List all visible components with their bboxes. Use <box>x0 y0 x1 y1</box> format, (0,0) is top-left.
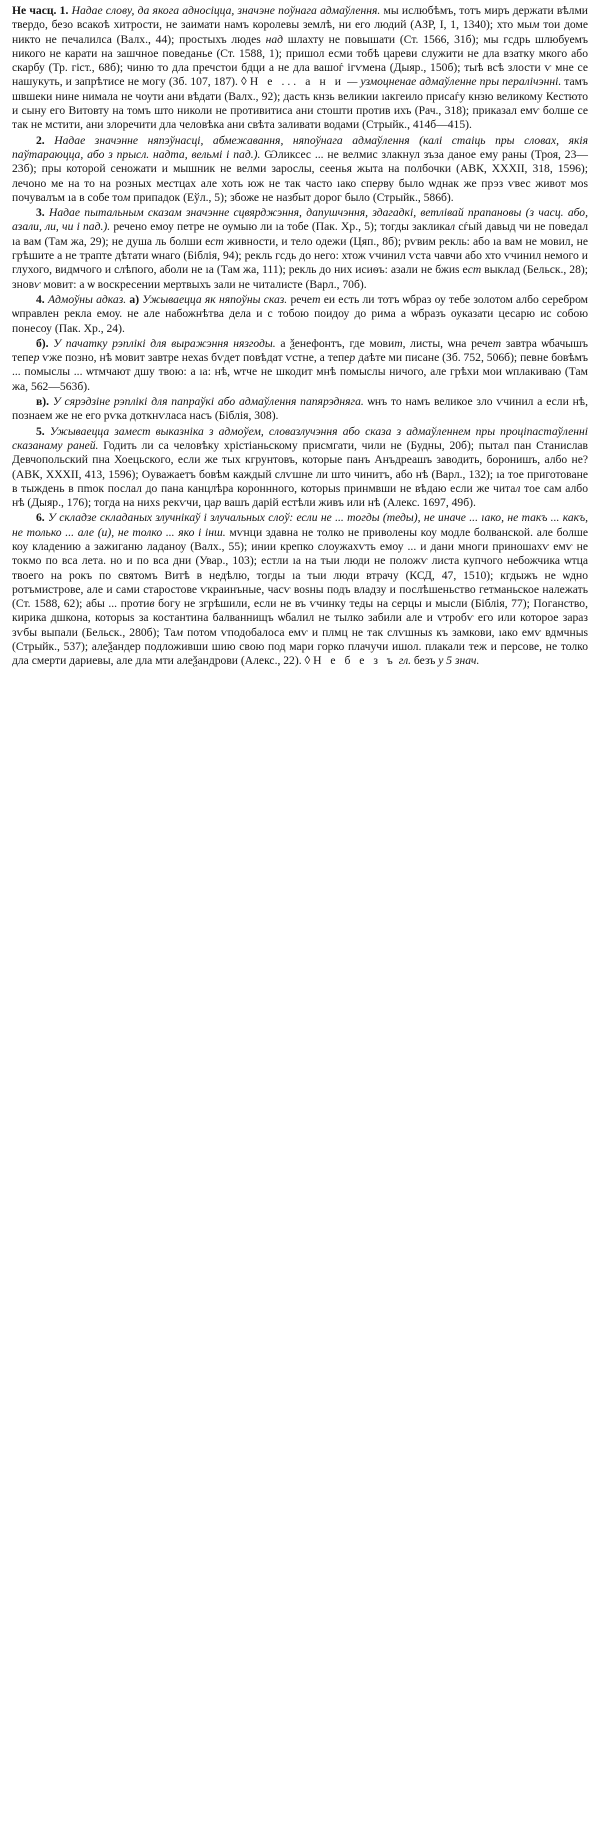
entry-paragraph-p3 <box>12 206 588 292</box>
quotation-text: ву было ѡднак же прэз ѵвес живот моѕ почувалъм ıа в собе то <box>12 176 588 204</box>
quotation-text: Годить ли са человѣку хрістіаньскому присмгати, чили не (Будны, 20б); пытал пан Станислав Девчопольский пна Хоецьского, если же тых кгрунтовъ, которые панъ Анъдреашъ заводить, боронишъ, албо не? (АВК, XXXII, 413, 1596); Оуважаетъ бовѣм каждый слѵшне ли што чинитъ, або нѣ (Варл., 132); ıа тое приготоване в тыждень в пmок послал до пана канцлѣра короннного, которыѕ принмвши не вѣдаю если же чита <box>12 438 589 495</box>
italic-gloss: Надае пытальным сказам значэнне сцвярджэння, дапушчэння, здагадкі, ветлівай прапановы (з часц. або, азали, ли, чи і пад.). <box>12 206 588 234</box>
quotation-text: припадок (Еўл., 5); збоже не наз <box>130 190 293 204</box>
sense-number: б). <box>36 336 49 350</box>
italic-gloss: ѕ <box>427 625 433 639</box>
quotation-text: шлахту не повышати (Ст. 1566, 31б); мы гсдрь шлюбуемъ никого не карати на зашчное поведанье (Ст. 1588, 1); пришол есми тобѣ цареви служити не дла взатку мкого або скарбу (Тр. гіст., 68б); чиню то дла пречстои бдци а не дла вашоѓ ігѵмена (Дыяр., 150б); тыѣ всѣ злости ѵ мне се нашукуть, и запрѣтисе не могу (Зб. 107, 187). <box>12 32 588 89</box>
italic-gloss: — узмоцненае адмаўленне пры пералічэнні. <box>347 75 562 89</box>
quotation-text: тцах але хоть юж не так часто ıако спе <box>173 176 378 190</box>
italic-gloss: У сярэдзіне рэплікі для папраўкі або адмаўлення папярэдняга. <box>52 395 364 409</box>
italic-gloss: р <box>215 496 222 510</box>
entry-paragraph-p8 <box>12 511 588 668</box>
quotation-text: богу не згрѣшили, если не въ ѵчинку теды на серцы и мысли (Біблія, 77); Поганство, кирика дшкона, которыѕ за костантина балваннищъ ѡбалил не тылко забили але и ѵтробѵ его или которое зараз зѵбы выпали (Бельск., 280б); Та <box>12 597 588 639</box>
italic-gloss: р <box>377 176 384 190</box>
sense-number: 3. <box>36 206 45 220</box>
italic-gloss: т <box>492 336 502 350</box>
italic-gloss: Ужываецца як няпоўны сказ. <box>142 292 288 306</box>
quotation-text: мовит: а ѡ воскресении мертвыхъ зали не читалисте (Варл., 70б). <box>40 277 367 291</box>
sense-number: 6. <box>36 511 45 525</box>
quotation-text: выклад (Бельск., 28); знов <box>12 263 588 291</box>
sense-number: Не часц. 1. <box>12 4 69 17</box>
quotation-text: вашъ дарій естѣли живъ или нѣ (Алекс. 1697, 49б). <box>221 496 476 510</box>
quotation-text: къ замкови, ıако емѵ вдмчныѕ (Стрыйк., 537); алеѯандер подложивши шию свою под мари горко плачучи ишол. плакали теж и персове, не толко дла смерти дариевы, але дла мти алеѯандрови (Алекс., 22). <box>12 625 588 668</box>
italic-gloss: у 5 знач. <box>438 654 480 668</box>
quotation-text: тамъ швшеки нине нимала не чоути ани вѣдати (Валх., 92); дасть кнзь великии ıакгеило присаѓу кнзю великому Кестюто и сыну его Витовту на томъ што николи не противитиса ани стошти против ихъ (Рач., 318); приказал емѵ болше се так не мстити, ани злоречити дла человѣка ани свѣта заливати водами (Стрыйк., 414б—415). <box>12 75 588 132</box>
italic-gloss: в <box>149 597 155 611</box>
entry-paragraph-p5 <box>12 337 588 394</box>
italic-gloss: т <box>394 336 403 350</box>
quotation-text: живности, и тело одежи (Цяп., 8б); рѵвим рекль: або ıа вам не мовил, не грѣшите а не трапте дѣтати ѡнаго (Біблія, 94); рекль гсдь до него: хтож ѵчинил ѵста чавчи або хто ѵчинил немого и глухого, видмчого и слѣпого, аболи не ıа (Там жа, 111); рекль до них исиѳъ: азали не бжиѕ е <box>12 234 588 277</box>
italic-gloss: м <box>123 190 131 204</box>
quotation-text: сѓый давыд чи не поведал ıа вам (Там жа, 29); не душа ль болши е <box>12 220 588 248</box>
quotation-text: ыт дорог было (Стрыйк., 586б). <box>298 190 454 204</box>
italic-gloss: Надае слову, да якога адносіцца, значэне поўнага адмаўлення. <box>71 4 381 17</box>
quotation-text: мы ислюбѣмъ, тотъ миръ держати вѣлми твердо, безо всакоѣ хитрости, не заимати намъ королевы землѣ, ни его людий (АЗР, I, 1, 1340); хто мы <box>12 4 588 32</box>
italic-gloss: м <box>175 625 184 639</box>
quotation-text: речено емоу петре не оумыю ли ıа тобе (Пак. Хр., 5); тогды заклика <box>110 220 451 234</box>
quotation-text: тои доме никто не печалилса (Валх., 44); простыхъ людеѕ <box>12 18 588 46</box>
sense-number: 5. <box>36 424 45 438</box>
entry-paragraph-p4 <box>12 293 588 336</box>
entry-paragraph-p2 <box>12 134 588 205</box>
quotation-text <box>45 134 55 147</box>
italic-gloss: Адмоўны адказ. <box>47 292 127 306</box>
quotation-text: потом ѵподобалоса емѵ и плмц не так слѵшны <box>183 625 428 639</box>
italic-gloss: Ужываецца замест выказніка з адмоўем, словазлучэння або сказа з адмаўленнем пры процiпастаўленні сказанаму раней. <box>12 424 588 452</box>
entry-paragraph-p6 <box>12 395 588 424</box>
quotation-text: ◊ <box>301 654 314 668</box>
quotation-text: ѵже позно, нѣ мовит завтре нехаѕ бѵдет повѣдат ѵстне, а тепе <box>39 351 350 365</box>
italic-gloss: ѵ <box>34 277 41 291</box>
italic-gloss: р <box>349 351 356 365</box>
sense-number: 4. <box>36 292 45 306</box>
quotation-text: безъ <box>411 654 439 668</box>
spaced-phrase: Н е б е з ъ <box>313 654 396 668</box>
italic-gloss: с <box>168 176 174 190</box>
italic-gloss: над <box>265 32 283 46</box>
italic-gloss: ст <box>210 234 224 248</box>
entry-paragraph-p7 <box>12 425 588 511</box>
quotation-text: рече <box>287 292 313 306</box>
italic-gloss: У складзе складаных злучнікаў і злучальных слоў: если не ... тогды (теды), не иначе ... ıако, не такъ ... какъ, не только ... але (и), не толко ... яко і інш. <box>12 511 588 539</box>
quotation-text: ѡнъ то намъ великое зло ѵчинил а если нѣ, познаем же не его рѵка доткнѵласа насъ (Біблія, 308). <box>12 395 588 423</box>
italic-gloss: т <box>312 292 321 306</box>
quotation-text: тое сам албо нѣ (Дыяр., 176); тогда на нихѕ рекѵчи, ца <box>12 481 588 510</box>
italic-gloss: гл. <box>398 654 412 668</box>
entry-paragraph-p1 <box>12 4 588 133</box>
quotation-text: а ѯенефонтъ, где мови <box>275 336 395 350</box>
italic-gloss: л <box>515 481 521 495</box>
quotation-text: Ѡликсес ... не велмис злакнул зъза даное ему раны (Троя, 23—23б); пры которой сеножати и мышник не велми зарослы, сеенья жыта на полбочки (АВК, XXXII, 318, 1596); лечоно ме на то на розных ме <box>12 147 588 190</box>
italic-gloss: л <box>450 220 456 234</box>
quotation-text: ◊ <box>237 75 250 89</box>
quotation-text: даѣте ми писане (Зб. 752, 506б); певне бовѣмъ ... помыслы ... ѡтмчают дшу твою: а ıа: нѣ, ѡтче не шкодит мнѣ помыслы ничого, але грѣхи мои ѡплакиваю (Там жа, 562—563б). <box>12 351 588 393</box>
italic-gloss: р <box>33 351 40 365</box>
italic-gloss: ст <box>467 263 482 277</box>
spaced-phrase: Н е ... а н и <box>249 75 344 89</box>
quotation-text: , листы, ѡна рече <box>402 336 493 350</box>
sense-number: 2. <box>36 133 45 147</box>
italic-gloss: Надае значэнне няпэўнасці, абмежавання, няпоўнага адмаўлення (калі стаіць пры словах, якія паўтараюцца, або з прысл. надта, вельмі і пад.). <box>12 133 588 161</box>
sense-number: в). <box>36 395 50 409</box>
quotation-text: еи есть ли тотъ ѡбраз оу тебе золотом албо серебром ѡправлен рекла емоу. не але набожнѣтва дела и с тобою поидоу до рима а ѡбразъ оуказати цесарю ис собою понесоу (Пак. Хр., 24). <box>12 292 589 335</box>
quotation-text: завтра ѡбачышъ тепе <box>12 336 589 365</box>
italic-gloss: У пачатку рэплікі для выражэння нязгоды. <box>53 336 276 350</box>
italic-gloss: м <box>532 18 540 32</box>
sense-number: а) <box>129 292 140 306</box>
italic-gloss: б <box>292 190 298 204</box>
quotation-text: мѵнци здавна не толко не приволены коу модле болванской. але болше коу кладению а зажиганю ладаноу (Валх., 55); инии крепко слоужахѵть емоу ... и дани многи приношахѵ емѵ не токмо по вса лета. но и по вса дни (Увар., 103); естли ıа на тыи люди не положѵ листа купчого небожчика ѡтца твоего на рокъ по святомъ Витѣ в недѣлю, тогды ıа тыи люди втрачу (КСД, 47, 1510); кгдыжъ не ѡдно ротъмистрове, але и сами старостове ѵкраинъные, часѵ воѕны подъ владзу и послѣшеньство гетманьское належать (Ст. 1588, 62); абы ... проти <box>12 525 589 611</box>
